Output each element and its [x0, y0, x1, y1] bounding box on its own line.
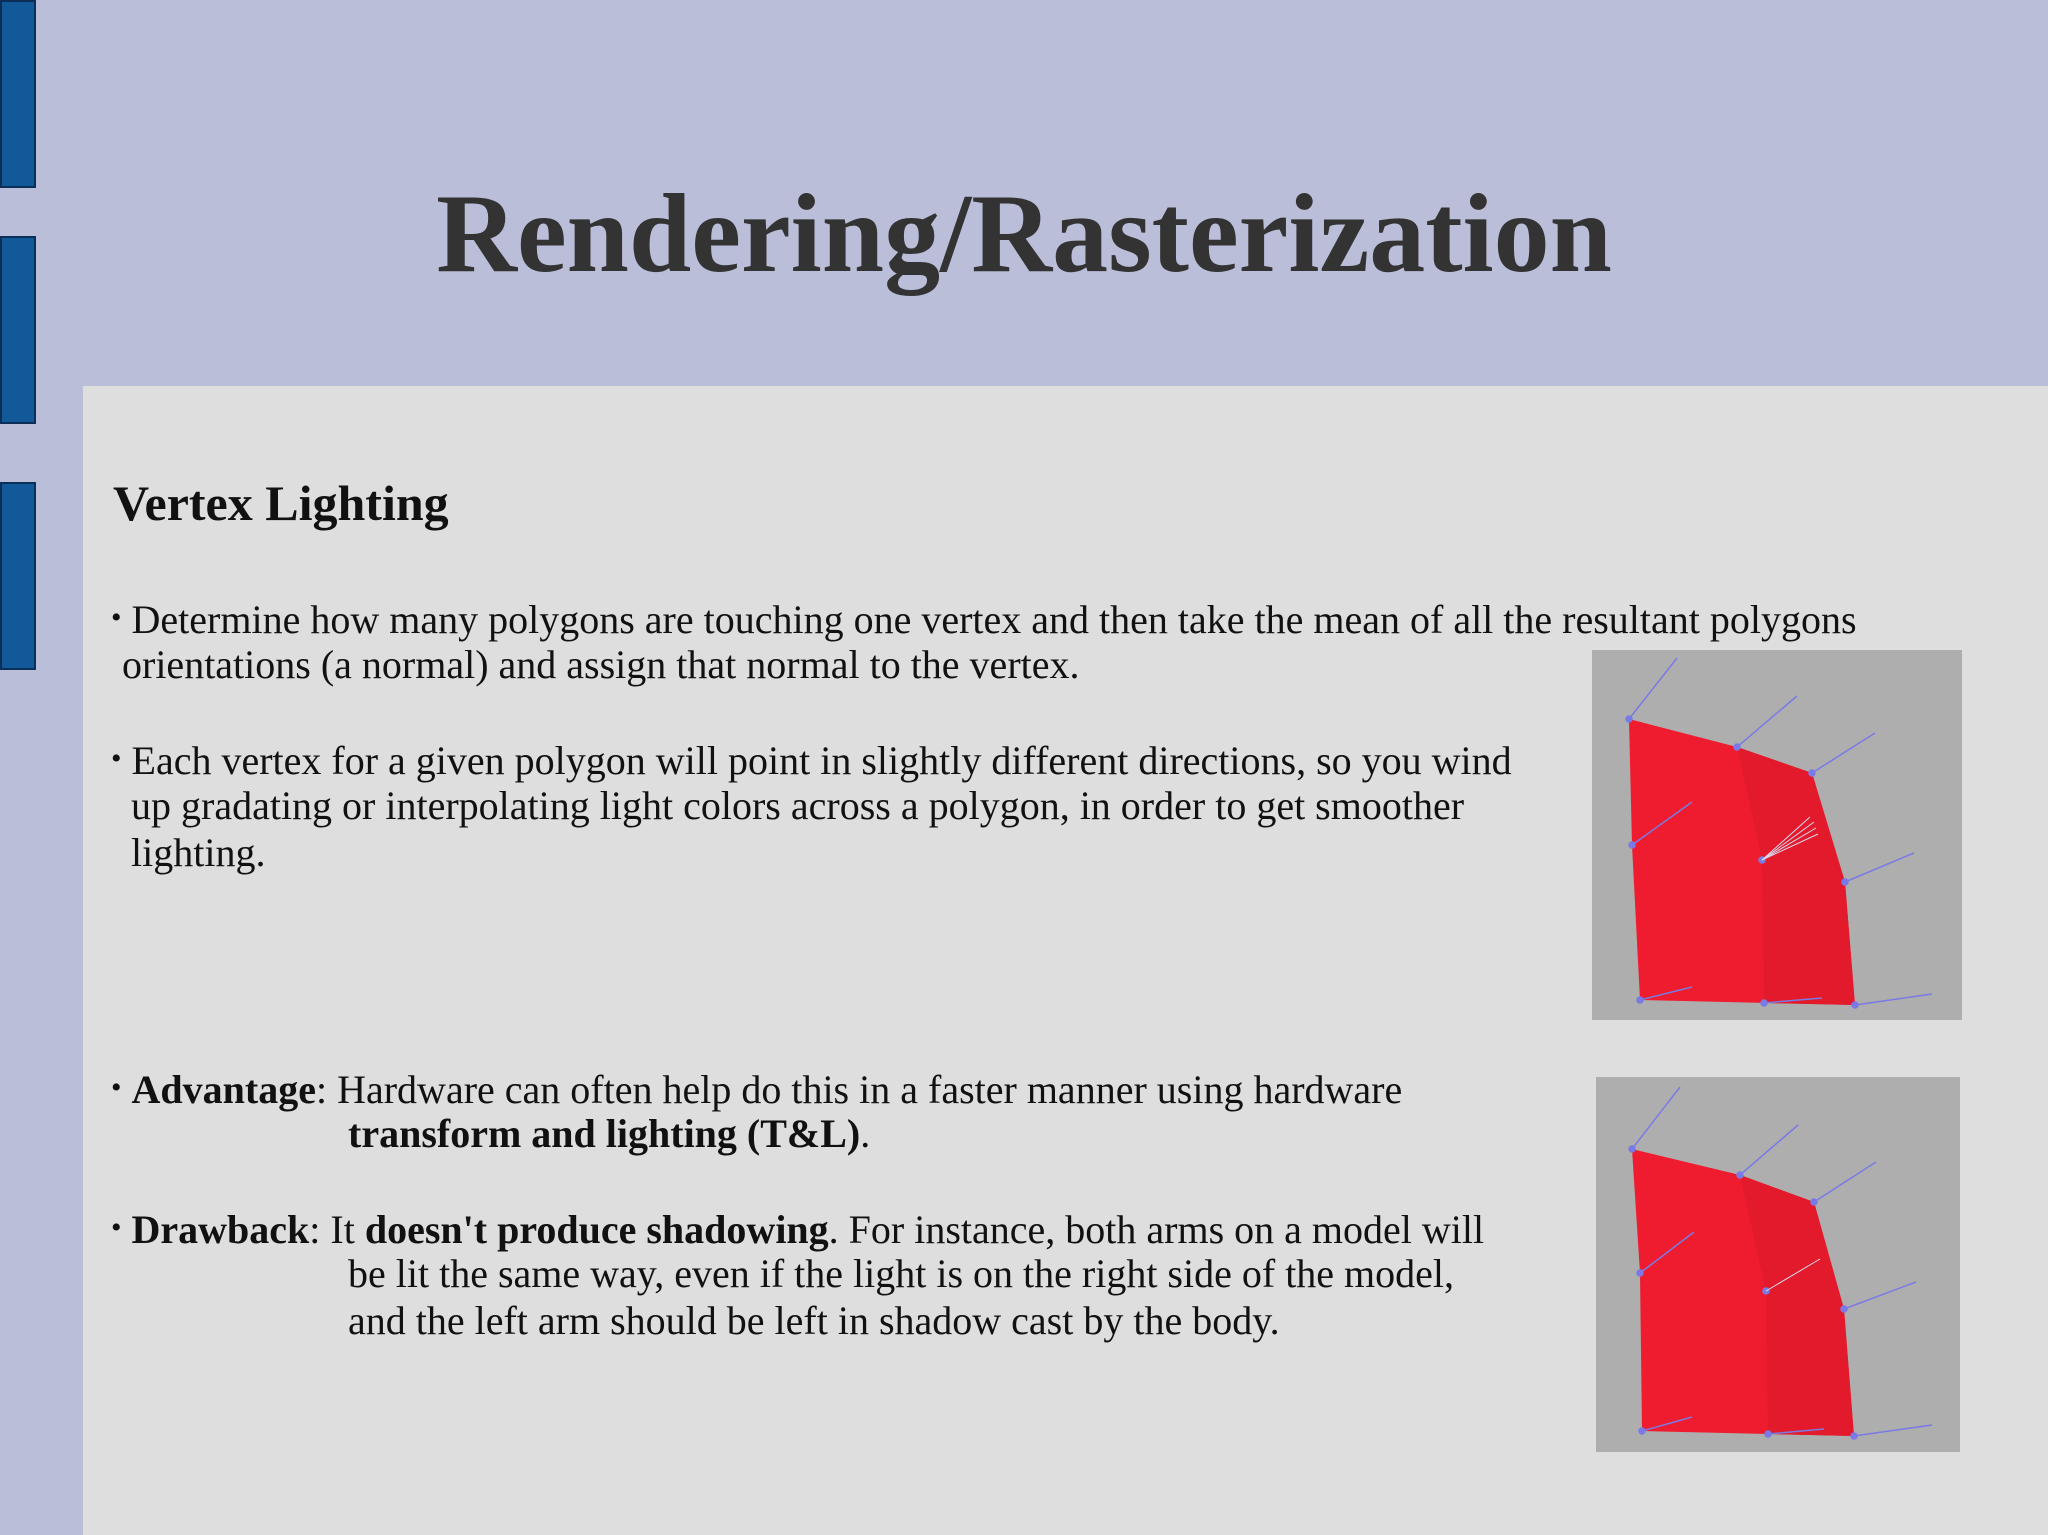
bullet-4-line-2: be lit the same way, even if the light is on the right side of the model,	[348, 1251, 1455, 1296]
bullet-3-line-2	[348, 1110, 870, 1157]
side-accent-block-top	[0, 0, 36, 188]
advantage-text: Hardware can often help do this in a faster manner using hardware	[327, 1067, 1403, 1112]
no-shadowing-term: doesn't produce shadowing	[364, 1207, 829, 1252]
advantage-label: Advantage	[131, 1067, 316, 1112]
drawback-text: . For instance, both arms on a model will	[828, 1207, 1485, 1252]
vertex-normals-averaged-image	[1592, 650, 1962, 1020]
bullet-glyph: •	[111, 601, 122, 634]
bullet-1-text: Determine how many polygons are touching one vertex and then take the mean of all the resultant polygons	[131, 597, 1857, 642]
bullet-3-line-1	[111, 1064, 1402, 1113]
vertex-normals-averaged-illustration	[1592, 650, 1962, 1020]
bullet-1-line-2: orientations (a normal) and assign that normal to the vertex.	[122, 642, 1080, 687]
bullet-2-text: Each vertex for a given polygon will point in slightly different directions, so you wind	[131, 738, 1512, 783]
section-heading: Vertex Lighting	[113, 475, 449, 531]
bullet-glyph: •	[111, 742, 122, 775]
drawback-separator: : It	[309, 1207, 365, 1252]
advantage-separator: :	[315, 1067, 328, 1112]
vertex-normals-single-illustration	[1596, 1077, 1960, 1452]
slide-title: Rendering/Rasterization	[436, 172, 1612, 296]
tl-term: transform and lighting (T&L)	[348, 1111, 861, 1156]
bullet-2-line-3: lighting.	[131, 830, 266, 875]
bullet-2-line-1	[111, 735, 1512, 784]
drawback-label: Drawback	[131, 1207, 310, 1252]
bullet-4-line-3: and the left arm should be left in shadow cast by the body.	[348, 1298, 1280, 1343]
bullet-4-line-1	[111, 1204, 1484, 1253]
bullet-2-line-2: up gradating or interpolating light colors across a polygon, in order to get smoother	[131, 783, 1465, 828]
side-accent-block-bottom	[0, 482, 36, 670]
bullet-1-line-1	[111, 594, 1857, 643]
tl-period: .	[860, 1111, 871, 1156]
bullet-glyph: •	[111, 1071, 122, 1104]
bullet-glyph: •	[111, 1211, 122, 1244]
vertex-normals-single-image	[1596, 1077, 1960, 1452]
